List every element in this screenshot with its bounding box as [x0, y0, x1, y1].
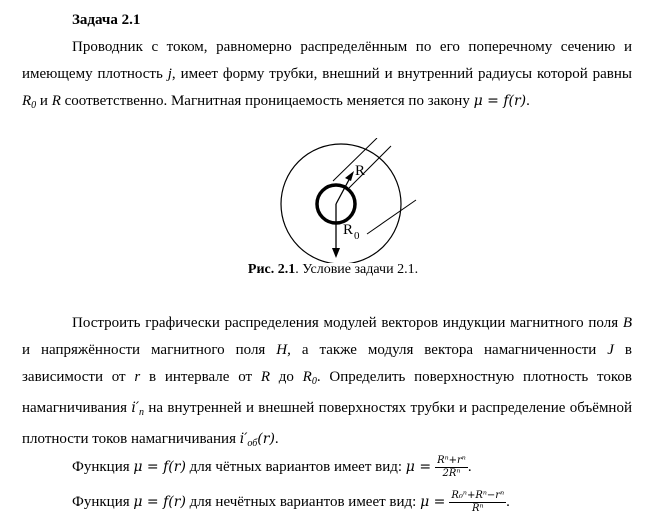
text: и: [36, 93, 52, 109]
text: Построить графически распределения модулей векторов индукции магнитного поля: [72, 315, 623, 331]
caption-label: Рис. 2.1: [247, 262, 296, 277]
task-paragraph: [22, 310, 632, 457]
argument-r: (r): [257, 431, 275, 447]
problem-title: Задача 2.1: [72, 12, 141, 28]
label-R0: R: [343, 222, 354, 238]
symbol-J: J: [607, 342, 614, 358]
text: в интервале от: [140, 369, 261, 385]
symbol-i-volume: i′: [239, 431, 248, 447]
text: до: [270, 369, 303, 385]
caption-text: . Условие задачи 2.1.: [295, 262, 419, 277]
text: .: [274, 431, 279, 447]
text: на внутренней и внешней поверхностях трубки и распределение объёмной плотности токов намагничивания: [22, 400, 632, 447]
outer-circle: [281, 144, 401, 263]
text: для чётных вариантов имеет вид:: [185, 458, 406, 475]
text: . Определить поверхностную плотность токов намагничивания: [22, 369, 632, 416]
text: соответственно. Магнитная проницаемость меняется по закону: [60, 93, 474, 109]
text: Функция: [72, 458, 134, 475]
law-formula: μ = f(r): [473, 93, 527, 109]
subscript: об: [247, 438, 258, 449]
symbol-R0: R: [22, 93, 32, 109]
text: Функция: [72, 493, 134, 510]
symbol-r: r: [134, 369, 141, 385]
mu-symbol: μ =: [405, 458, 432, 475]
symbol-R: R: [51, 93, 61, 109]
denominator: Rⁿ: [471, 503, 484, 514]
law-formula: μ = f(r): [133, 458, 186, 475]
symbol-i-surface: i′: [131, 400, 139, 416]
subscript: п: [139, 407, 144, 418]
radius-R0-arrowhead: [332, 248, 340, 258]
even-variant-formula: [72, 455, 472, 480]
text: в зависимости от: [22, 342, 632, 385]
symbol-j: j: [167, 66, 172, 82]
numerator: Rⁿ+rⁿ: [437, 455, 466, 466]
denominator: 2Rⁿ: [442, 468, 461, 479]
text: .: [526, 93, 530, 109]
problem-statement: [22, 34, 632, 119]
text: .: [467, 458, 472, 475]
fraction: [435, 455, 468, 480]
text: Проводник с током, равномерно распределённым по его поперечному сечению и имеющему плотность: [22, 39, 632, 82]
symbol-H: H: [276, 342, 288, 358]
numerator: R₀ⁿ+Rⁿ−rⁿ: [451, 490, 505, 501]
figure-caption: [0, 262, 666, 278]
odd-variant-formula: [72, 490, 510, 515]
hatch-line-3: [367, 200, 416, 234]
radius-R-arrowhead: [345, 171, 354, 181]
symbol-R: R: [260, 369, 270, 385]
label-R: R: [355, 163, 366, 179]
fraction: [449, 490, 506, 515]
text: для нечётных вариантов имеет вид:: [185, 493, 421, 510]
tube-figure: [255, 138, 455, 263]
text: , имеет форму трубки, внешний и внутренний радиусы которой равны: [171, 66, 632, 82]
subscript: 0: [311, 376, 317, 387]
symbol-R0: R: [302, 369, 312, 385]
mu-symbol: μ =: [420, 493, 446, 510]
label-R0-sub: 0: [354, 230, 360, 242]
text: и напряжённости магнитного поля: [22, 342, 277, 358]
text: .: [506, 493, 510, 510]
text: , а также модуля вектора намагниченности: [287, 342, 608, 358]
law-formula: μ = f(r): [133, 493, 186, 510]
subscript: 0: [31, 100, 37, 111]
symbol-B: B: [622, 315, 632, 331]
